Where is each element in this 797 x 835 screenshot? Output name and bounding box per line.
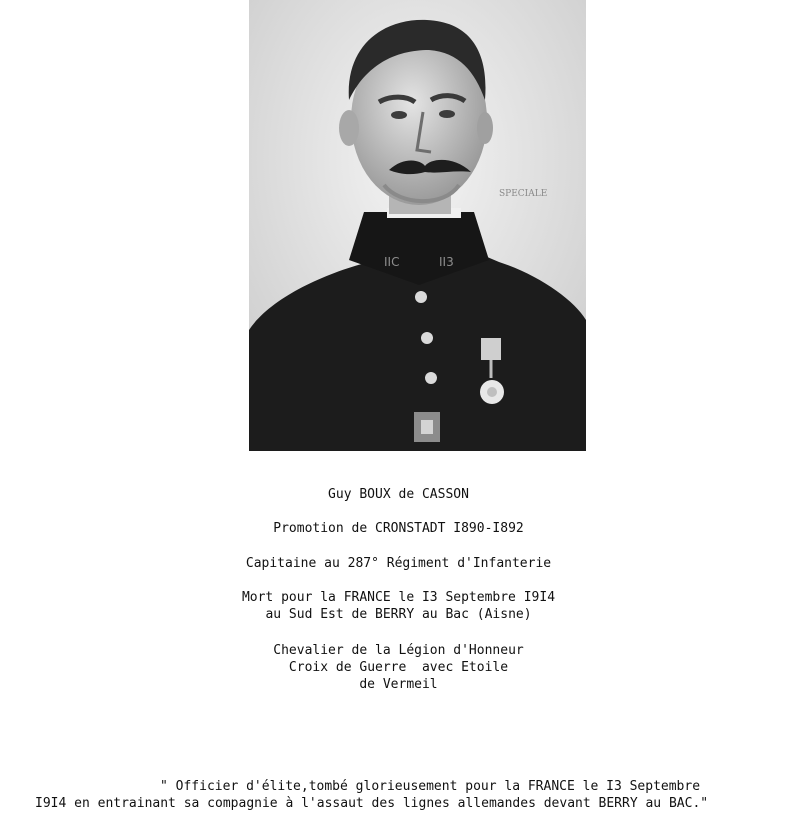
portrait-photo [249,0,586,451]
officer-name: Guy BOUX de CASSON [328,487,469,502]
svg-text:IIC: IIC [384,255,400,269]
svg-text:II3: II3 [439,255,454,269]
death-line-1: Mort pour la FRANCE le I3 Septembre I9I4 [241,590,556,605]
honours-line-2: Croix de Guerre avec Etoile [288,660,509,675]
rank-line: Capitaine au 287° Régiment d'Infanterie [245,556,552,571]
portrait-figure [249,0,586,451]
citation-line-1: " Officier d'élite,tombé glorieusement pour la FRANCE le I3 Septembre [160,779,701,794]
studio-mark-speciale: SPECIALE [499,189,548,199]
citation-line-2: I9I4 en entrainant sa compagnie à l'assaut des lignes allemandes devant BERRY au BAC." [35,796,709,811]
honours-line-1: Chevalier de la Légion d'Honneur [273,643,524,658]
death-line-2: au Sud Est de BERRY au Bac (Aisne) [265,607,532,622]
honours-line-3: de Vermeil [359,677,438,692]
promotion-line: Promotion de CRONSTADT I890-I892 [273,521,524,536]
